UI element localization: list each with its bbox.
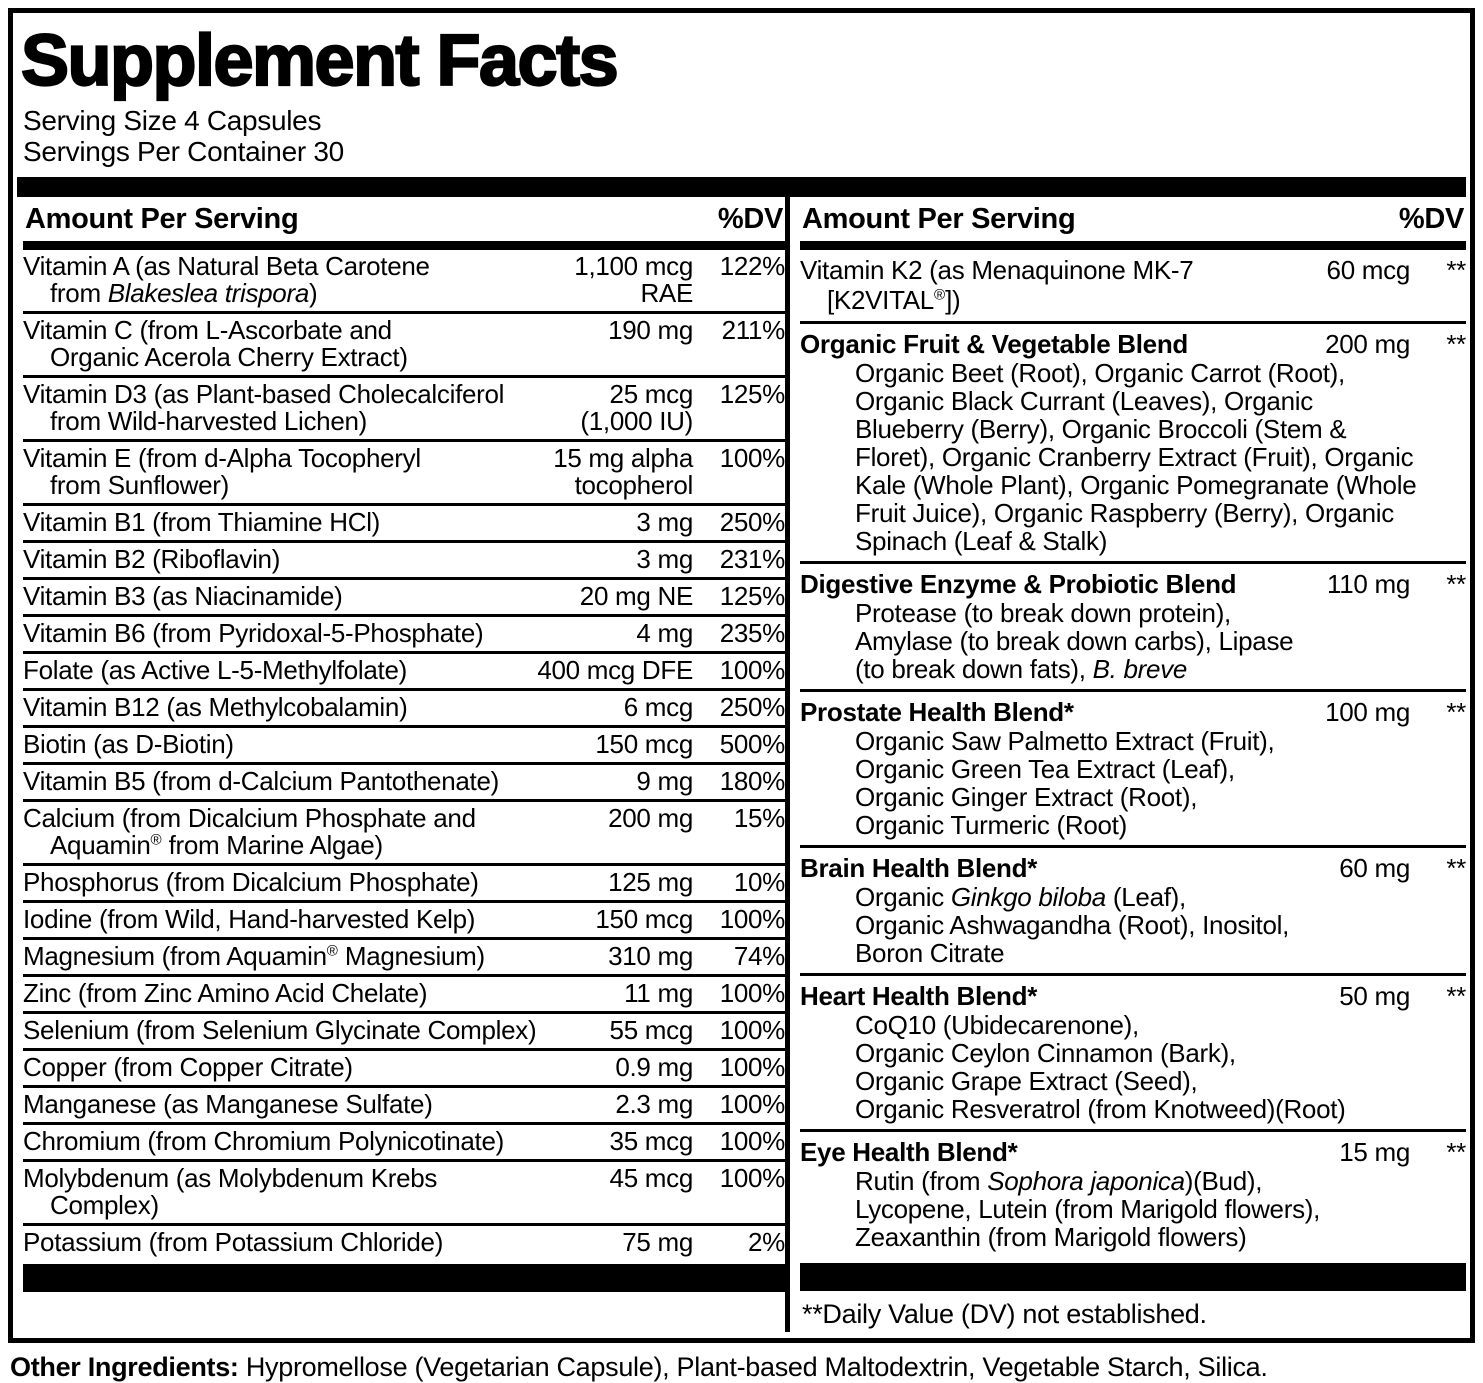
blend-ingredients <box>800 359 1466 555</box>
dv-footnote: **Daily Value (DV) not established. <box>802 1299 1207 1330</box>
nutrient-amount <box>543 620 693 647</box>
nutrient-name <box>23 1017 543 1044</box>
nutrient-name <box>23 381 543 435</box>
nutrient-name-line: from Blakeslea trispora) <box>50 278 318 309</box>
nutrient-name <box>23 657 537 684</box>
nutrient-name-line: Vitamin B3 (as Niacinamide) <box>23 581 343 612</box>
nutrient-name-line: Zinc (from Zinc Amino Acid Chelate) <box>23 978 428 1009</box>
nutrient-dv: 100% <box>719 1089 785 1120</box>
right-header-underline-bar <box>800 241 1466 250</box>
blend-ingredients <box>800 1167 1466 1251</box>
blend-title-line: Eye Health Blend* <box>800 1137 1018 1168</box>
nutrient-name-line: Vitamin A (as Natural Beta Carotene <box>23 251 430 282</box>
blend-dv: ** <box>1446 329 1466 360</box>
nutrient-amount-line: 55 mcg <box>609 1015 693 1046</box>
nutrient-name-line: Organic Acerola Cherry Extract) <box>50 342 408 373</box>
nutrient-name-line: Phosphorus (from Dicalcium Phosphate) <box>23 867 479 898</box>
table-row <box>23 614 785 651</box>
servings-per-container-line: Servings Per Container 30 <box>23 136 344 168</box>
nutrient-dv: 500% <box>719 729 785 760</box>
table-row <box>800 845 1466 973</box>
nutrient-name-line: Folate (as Active L-5-Methylfolate) <box>23 655 407 686</box>
nutrient-amount <box>543 805 693 859</box>
nutrient-dv: 100% <box>719 1163 785 1194</box>
nutrient-amount-line: 190 mg <box>608 315 693 346</box>
blend-title-line: Vitamin K2 (as Menaquinone MK-7 <box>800 255 1194 286</box>
nutrient-amount <box>543 1054 693 1081</box>
table-row <box>23 651 785 688</box>
nutrient-name-line: Vitamin E (from d-Alpha Tocopheryl <box>23 443 421 474</box>
nutrient-amount-line: 45 mcg <box>609 1163 693 1194</box>
blend-row-header <box>800 981 1466 1011</box>
blend-title-line: Prostate Health Blend* <box>800 697 1074 728</box>
nutrient-name-line: Copper (from Copper Citrate) <box>23 1052 353 1083</box>
blend-title-line: Organic Fruit & Vegetable Blend <box>800 329 1189 360</box>
table-row <box>23 799 785 863</box>
nutrient-name-line: Chromium (from Chromium Polynicotinate) <box>23 1126 504 1157</box>
nutrient-name <box>23 1054 543 1081</box>
nutrient-name-line: Vitamin C (from L-Ascorbate and <box>23 315 392 346</box>
nutrient-dv: 100% <box>719 655 785 686</box>
nutrient-amount-line: 125 mg <box>608 867 693 898</box>
table-row <box>23 762 785 799</box>
nutrient-name-line: from Wild-harvested Lichen) <box>50 406 368 437</box>
blend-ingredients <box>800 883 1466 967</box>
nutrient-name-line: Calcium (from Dicalcium Phosphate and <box>23 803 476 834</box>
table-row <box>23 577 785 614</box>
nutrient-name-line: Vitamin B5 (from d-Calcium Pantothenate) <box>23 766 499 797</box>
nutrient-amount <box>543 583 693 610</box>
nutrient-dv: 100% <box>719 1126 785 1157</box>
nutrient-amount-line: 310 mg <box>608 941 693 972</box>
blend-ingredient-line: (to break down fats), B. breve <box>855 654 1188 685</box>
table-row <box>23 503 785 540</box>
nutrient-dv: 125% <box>719 581 785 612</box>
nutrient-name-line: Magnesium (from Aquamin® Magnesium) <box>23 941 485 972</box>
nutrient-amount <box>543 906 693 933</box>
nutrient-amount <box>543 317 693 371</box>
blend-ingredient-line: Blueberry (Berry), Organic Broccoli (Stem & <box>855 414 1347 445</box>
nutrient-name-line: Potassium (from Potassium Chloride) <box>23 1227 444 1258</box>
nutrient-name-line: Vitamin D3 (as Plant-based Cholecalciferol <box>23 379 505 410</box>
nutrient-amount <box>543 381 693 435</box>
blend-ingredient-line: Organic Green Tea Extract (Leaf), <box>855 754 1235 785</box>
nutrient-dv: 250% <box>719 692 785 723</box>
dv-header-label: %DV <box>717 203 783 236</box>
nutrient-name <box>23 620 543 647</box>
nutrient-name-line: Complex) <box>50 1190 159 1221</box>
nutrient-amount-line: 75 mg <box>622 1227 693 1258</box>
blend-ingredient-line: Organic Beet (Root), Organic Carrot (Root), <box>855 358 1345 389</box>
blend-ingredient-line: Organic Ginkgo biloba (Leaf), <box>855 882 1186 913</box>
blend-ingredient-line: Organic Ceylon Cinnamon (Bark), <box>855 1038 1236 1069</box>
table-row <box>800 250 1466 321</box>
nutrient-amount <box>543 445 693 499</box>
blend-amount: 110 mg <box>1327 569 1410 600</box>
left-column <box>17 197 785 1332</box>
blend-amount: 50 mg <box>1339 981 1410 1012</box>
nutrient-amount-line: 150 mcg <box>595 904 693 935</box>
blend-title-line: Digestive Enzyme & Probiotic Blend <box>800 569 1237 600</box>
nutrient-name-line: Biotin (as D-Biotin) <box>23 729 234 760</box>
nutrient-dv: 100% <box>719 443 785 474</box>
blend-title-line: [K2VITAL®]) <box>827 285 961 316</box>
blend-ingredient-line: Lycopene, Lutein (from Marigold flowers), <box>855 1194 1321 1225</box>
table-row <box>23 900 785 937</box>
left-column-header <box>23 197 785 241</box>
blend-ingredients <box>800 599 1466 683</box>
table-row <box>800 321 1466 561</box>
nutrient-name-line: Molybdenum (as Molybdenum Krebs <box>23 1163 438 1194</box>
nutrient-dv: 100% <box>719 1015 785 1046</box>
nutrient-amount-line: 20 mg NE <box>579 581 693 612</box>
blend-dv: ** <box>1446 853 1466 884</box>
blend-ingredient-line: Zeaxanthin (from Marigold flowers) <box>855 1222 1247 1253</box>
blend-title <box>800 329 1295 359</box>
nutrient-dv: 235% <box>719 618 785 649</box>
blend-ingredient-line: Kale (Whole Plant), Organic Pomegranate (Whole <box>855 470 1417 501</box>
nutrient-amount-line: 35 mcg <box>609 1126 693 1157</box>
blend-title-line: Brain Health Blend* <box>800 853 1038 884</box>
table-row <box>23 688 785 725</box>
nutrient-amount <box>543 1128 693 1155</box>
nutrient-amount-line: 4 mg <box>636 618 693 649</box>
blend-ingredient-line: Organic Ginger Extract (Root), <box>855 782 1198 813</box>
nutrient-dv: 211% <box>721 315 785 346</box>
blend-ingredient-line: Boron Citrate <box>855 938 1005 969</box>
right-bottom-bar <box>800 1263 1466 1291</box>
nutrient-amount <box>543 1229 693 1256</box>
blend-ingredient-line: Protease (to break down protein), <box>855 598 1231 629</box>
blend-dv: ** <box>1446 1137 1466 1168</box>
blend-row-header <box>800 697 1466 727</box>
top-divider-bar <box>17 177 1466 197</box>
nutrient-amount-line: 2.3 mg <box>615 1089 693 1120</box>
amount-per-serving-label: Amount Per Serving <box>802 203 1076 236</box>
nutrient-amount-line: (1,000 IU) <box>580 406 693 437</box>
table-row <box>23 311 785 375</box>
nutrient-name <box>23 943 543 970</box>
nutrient-name <box>23 546 543 573</box>
nutrient-amount <box>543 943 693 970</box>
blend-ingredient-line: Organic Ashwagandha (Root), Inositol, <box>855 910 1290 941</box>
blend-title <box>800 569 1295 599</box>
left-bottom-bar <box>23 1264 785 1292</box>
nutrient-dv: 100% <box>719 978 785 1009</box>
nutrient-name-line: Selenium (from Selenium Glycinate Complex) <box>23 1015 537 1046</box>
blend-title <box>800 1137 1295 1167</box>
nutrient-amount-line: 1,100 mcg <box>574 251 693 282</box>
nutrient-dv: 10% <box>733 867 785 898</box>
blend-row-header <box>800 569 1466 599</box>
right-column-header <box>800 197 1466 241</box>
nutrient-amount <box>543 731 693 758</box>
blend-row-header <box>800 255 1466 315</box>
table-row <box>23 937 785 974</box>
table-row <box>23 725 785 762</box>
nutrient-name-line: Iodine (from Wild, Hand-harvested Kelp) <box>23 904 476 935</box>
blend-ingredient-line: Organic Saw Palmetto Extract (Fruit), <box>855 726 1275 757</box>
right-column <box>790 197 1466 1332</box>
nutrient-dv: 250% <box>719 507 785 538</box>
nutrient-name <box>23 1165 543 1219</box>
blend-ingredient-line: Rutin (from Sophora japonica)(Bud), <box>855 1166 1263 1197</box>
nutrient-name-line: Vitamin B2 (Riboflavin) <box>23 544 281 575</box>
blend-ingredient-line: Amylase (to break down carbs), Lipase <box>855 626 1294 657</box>
blend-amount: 60 mg <box>1339 853 1410 884</box>
table-row <box>23 1122 785 1159</box>
nutrient-name <box>23 805 543 859</box>
blend-ingredient-line: Organic Black Currant (Leaves), Organic <box>855 386 1313 417</box>
blends-table <box>800 250 1466 1257</box>
table-row <box>800 1129 1466 1257</box>
table-row <box>23 439 785 503</box>
nutrient-name-line: Aquamin® from Marine Algae) <box>50 830 383 861</box>
nutrient-dv: 180% <box>719 766 785 797</box>
nutrient-name <box>23 509 543 536</box>
nutrient-name <box>23 317 543 371</box>
nutrient-amount-line: 400 mcg DFE <box>537 655 693 686</box>
blend-ingredients <box>800 1011 1466 1123</box>
nutrient-name <box>23 253 543 307</box>
blend-ingredient-line: Organic Resveratrol (from Knotweed)(Root) <box>855 1094 1346 1125</box>
blend-title <box>800 697 1295 727</box>
blend-title-line: Heart Health Blend* <box>800 981 1038 1012</box>
nutrient-name-line: Vitamin B1 (from Thiamine HCl) <box>23 507 381 538</box>
blend-amount: 100 mg <box>1325 697 1410 728</box>
nutrient-amount-line: 3 mg <box>636 507 693 538</box>
blend-row-header <box>800 1137 1466 1167</box>
nutrient-amount <box>537 657 693 684</box>
nutrient-dv: 2% <box>748 1227 785 1258</box>
nutrient-name <box>23 768 543 795</box>
nutrient-amount <box>543 509 693 536</box>
nutrient-name-line: Vitamin B6 (from Pyridoxal-5-Phosphate) <box>23 618 484 649</box>
nutrient-amount-line: tocopherol <box>574 470 693 501</box>
nutrient-dv: 122% <box>719 251 785 282</box>
table-row <box>23 1011 785 1048</box>
nutrient-amount <box>543 1091 693 1118</box>
nutrient-amount <box>543 869 693 896</box>
other-ingredients: Other Ingredients: Hypromellose (Vegetarian Capsule), Plant-based Maltodextrin, Vegetable Starch, Silica. <box>10 1352 1268 1383</box>
table-row <box>23 863 785 900</box>
nutrient-amount <box>543 1165 693 1219</box>
table-row <box>800 973 1466 1129</box>
blend-ingredient-line: Organic Turmeric (Root) <box>855 810 1127 841</box>
nutrient-amount-line: 9 mg <box>636 766 693 797</box>
nutrient-amount <box>543 694 693 721</box>
blend-ingredients <box>800 727 1466 839</box>
blend-amount: 200 mg <box>1325 329 1410 360</box>
nutrient-dv: 100% <box>719 1052 785 1083</box>
nutrient-amount-line: 6 mcg <box>623 692 693 723</box>
nutrient-name <box>23 1229 543 1256</box>
blend-row-header <box>800 329 1466 359</box>
blend-title <box>800 853 1295 883</box>
nutrient-name <box>23 731 543 758</box>
nutrient-amount-line: RAE <box>640 278 693 309</box>
nutrient-name-line: Vitamin B12 (as Methylcobalamin) <box>23 692 408 723</box>
blend-dv: ** <box>1446 697 1466 728</box>
supplement-facts-label <box>8 8 1475 1343</box>
nutrient-name-line: from Sunflower) <box>50 470 229 501</box>
blend-row-header <box>800 853 1466 883</box>
nutrient-amount-line: 200 mg <box>608 803 693 834</box>
nutrient-name <box>23 906 543 933</box>
nutrient-dv: 125% <box>719 379 785 410</box>
blend-title <box>800 981 1295 1011</box>
blend-amount: 15 mg <box>1339 1137 1410 1168</box>
blend-ingredient-line: Spinach (Leaf & Stalk) <box>855 526 1108 557</box>
table-row <box>23 1223 785 1260</box>
table-row <box>23 974 785 1011</box>
nutrient-amount-line: 3 mg <box>636 544 693 575</box>
nutrient-dv: 74% <box>733 941 785 972</box>
table-row <box>23 1159 785 1223</box>
label-title: Supplement Facts <box>21 21 618 101</box>
nutrient-name <box>23 694 543 721</box>
blend-dv: ** <box>1446 255 1466 286</box>
nutrient-name <box>23 980 543 1007</box>
nutrients-table <box>23 250 785 1260</box>
table-columns <box>17 197 1466 1332</box>
nutrient-amount-line: 11 mg <box>624 978 693 1009</box>
table-row <box>800 561 1466 689</box>
blend-ingredient-line: CoQ10 (Ubidecarenone), <box>855 1010 1139 1041</box>
blend-ingredient-line: Fruit Juice), Organic Raspberry (Berry), Organic <box>855 498 1394 529</box>
nutrient-amount-line: 15 mg alpha <box>553 443 693 474</box>
nutrient-name-line: Manganese (as Manganese Sulfate) <box>23 1089 433 1120</box>
nutrient-name <box>23 445 543 499</box>
nutrient-amount-line: 25 mcg <box>609 379 693 410</box>
nutrient-amount-line: 150 mcg <box>595 729 693 760</box>
nutrient-name <box>23 583 543 610</box>
table-row <box>23 250 785 311</box>
nutrient-dv: 100% <box>719 904 785 935</box>
dv-header-label: %DV <box>1398 203 1464 236</box>
table-row <box>23 375 785 439</box>
nutrient-amount <box>543 1017 693 1044</box>
table-row <box>23 1048 785 1085</box>
left-header-underline-bar <box>23 241 785 250</box>
blend-ingredient-line: Organic Grape Extract (Seed), <box>855 1066 1198 1097</box>
blend-dv: ** <box>1446 981 1466 1012</box>
nutrient-name <box>23 1091 543 1118</box>
nutrient-amount <box>543 980 693 1007</box>
blend-amount: 60 mcg <box>1326 255 1410 286</box>
table-row <box>23 1085 785 1122</box>
nutrient-name <box>23 1128 543 1155</box>
table-row <box>800 689 1466 845</box>
nutrient-dv: 15% <box>733 803 785 834</box>
blend-ingredient-line: Floret), Organic Cranberry Extract (Fruit), Organic <box>855 442 1414 473</box>
blend-title <box>800 255 1295 315</box>
nutrient-name <box>23 869 543 896</box>
nutrient-dv: 231% <box>719 544 785 575</box>
nutrient-amount <box>543 768 693 795</box>
amount-per-serving-label: Amount Per Serving <box>25 203 299 236</box>
nutrient-amount <box>543 253 693 307</box>
nutrient-amount <box>543 546 693 573</box>
blend-dv: ** <box>1446 569 1466 600</box>
nutrient-amount-line: 0.9 mg <box>615 1052 693 1083</box>
table-row <box>23 540 785 577</box>
serving-size-line: Serving Size 4 Capsules <box>23 105 322 137</box>
